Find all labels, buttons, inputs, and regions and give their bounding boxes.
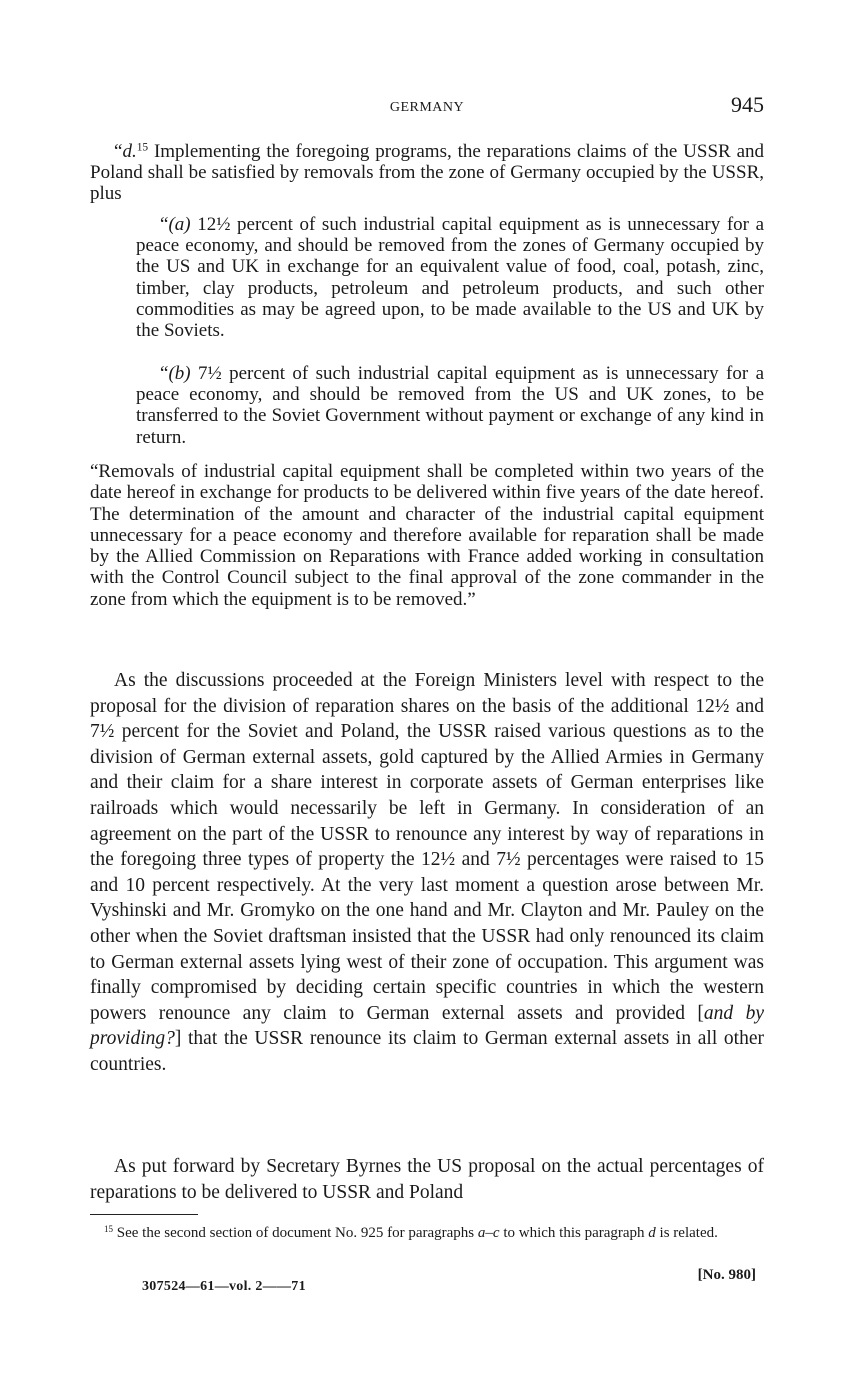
page-header	[90, 92, 764, 122]
subparagraph-b-text: 7½ percent of such industrial capital equipment as is unnecessary for a peace economy, and should be removed from the US and UK zones, to be transferred to the Soviet Government without payment or exchange of any kind in return.	[136, 363, 765, 448]
footnote-text-part: See the second section of document No. 925 for paragraphs	[116, 1225, 475, 1241]
footnote-divider	[90, 1214, 198, 1215]
footnote	[90, 1225, 764, 1243]
footnote-paragraph-letter: d	[648, 1225, 656, 1241]
document-number: [No. 980]	[697, 1267, 756, 1283]
subparagraph-a-text: 12½ percent of such industrial capital equipment as is unnecessary for a peace economy, and should be removed from the zones of Germany occupied by the US and UK in exchange for an equivalent value of food, coal, potash, zinc, timber, clay products, petroleum and petroleum products, and such other commodities as may be agreed upon, to be made available to the US and UK by the Soviets.	[136, 214, 764, 342]
editorial-insert: and by providing?	[90, 1002, 764, 1050]
subparagraph-a: “(a) 12½ percent of such industrial capital equipment as is unnecessary for a peace economy, and should be removed from the zones of Germany occupied by the US and UK in exchange for an equivalent value of food, coal, potash, zinc, timber, clay products, petroleum and petroleum products, and such other commodities as may be agreed upon, to be made available to the US and UK by the Soviets.	[136, 214, 764, 342]
footnote-paragraph-range: a–c	[477, 1225, 500, 1241]
body-paragraph-2: As put forward by Secretary Byrnes the US proposal on the actual percentages of reparations to be delivered to USSR and Poland	[90, 1156, 764, 1203]
removals-paragraph: “Removals of industrial capital equipment shall be completed within two years of the date hereof in exchange for products to be delivered within five years of the date hereof. The determination of the amount and character of the industrial capital equipment unnecessary for a peace economy and therefore available for reparation shall be made by the Allied Commission on Reparations with France added working in consultation with the Control Council subject to the final approval of the zone commander in the zone from which the equipment is to be removed.”	[90, 461, 764, 610]
footnote-reference: 15	[136, 141, 149, 154]
page-number: 945	[731, 92, 764, 117]
subparagraph-b: “(b) 7½ percent of such industrial capital equipment as is unnecessary for a peace economy, and should be removed from the US and UK zones, to be transferred to the Soviet Government without payment or exchange of any kind in return.	[136, 363, 765, 448]
printer-code: 307524—61—vol. 2——71	[142, 1279, 306, 1294]
running-title: GERMANY	[389, 100, 465, 115]
subparagraph-a-label: (a)	[168, 214, 191, 235]
body-paragraph-1-end: that the USSR renounce its claim to German external assets in all other countries.	[90, 1028, 764, 1075]
paragraph-d-label: d.	[122, 141, 137, 162]
footnote-text-part: is related.	[659, 1225, 718, 1241]
quoted-paragraph-d: “d.$^{15}$ Implementing the foregoing programs, the reparations claims of the USSR and Poland shall be satisfied by removals from the zone of Germany occupied by the USSR, plus	[90, 141, 765, 205]
body-paragraph-1-text: As the discussions proceeded at the Foreign Ministers level with respect to the proposal for the division of reparation shares on the basis of the additional 12½ and 7½ percent for the Soviet and Poland, the USSR raised various questions as to the division of German external assets, gold captured by the Allied Armies in Germany and their claim for a share interest in corporate assets of German enterprises like railroads which would necessarily be left in Germany. In consideration of an agreement on the part of the USSR to renounce any interest by way of reparations in the foregoing three types of property the 12½ and 7½ percentages were raised to 15 and 10 percent respectively. At the very last moment a question arose between Mr. Vyshinski and Mr. Gromyko on the one hand and Mr. Clayton and Mr. Pauley on the other when the Soviet draftsman insisted that the USSR had only renounced its claim to German external assets lying west of their zone of occupation. This argument was finally compromised by deciding certain specific countries in which the western powers renounce any claim to German external assets and provided	[90, 670, 764, 1024]
footnote-number: 15	[104, 1224, 113, 1235]
paragraph-d-text: Implementing the foregoing programs, the reparations claims of the USSR and Poland shall be satisfied by removals from the zone of Germany occupied by the USSR, plus	[90, 141, 765, 205]
body-paragraph-1: As the discussions proceeded at the Foreign Ministers level with respect to the proposal for the division of reparation shares on the basis of the additional 12½ and 7½ percent for the Soviet and Poland, the USSR raised various questions as to the division of German external assets, gold captured by the Allied Armies in Germany and their claim for a share interest in corporate assets of German enterprises like railroads which would necessarily be left in Germany. In consideration of an agreement on the part of the USSR to renounce any interest by way of reparations in the foregoing three types of property the 12½ and 7½ percentages were raised to 15 and 10 percent respectively. At the very last moment a question arose between Mr. Vyshinski and Mr. Gromyko on the one hand and Mr. Clayton and Mr. Pauley on the other when the Soviet draftsman insisted that the USSR had only renounced its claim to German external assets lying west of their zone of occupation. This argument was finally compromised by deciding certain specific countries in which the western powers renounce any claim to German external assets and provided [and by providing?] that the USSR renounce its claim to German external assets in all other countries.	[90, 670, 764, 1075]
subparagraph-b-label: (b)	[168, 363, 191, 384]
footnote-text-part: to which this paragraph	[503, 1225, 645, 1241]
